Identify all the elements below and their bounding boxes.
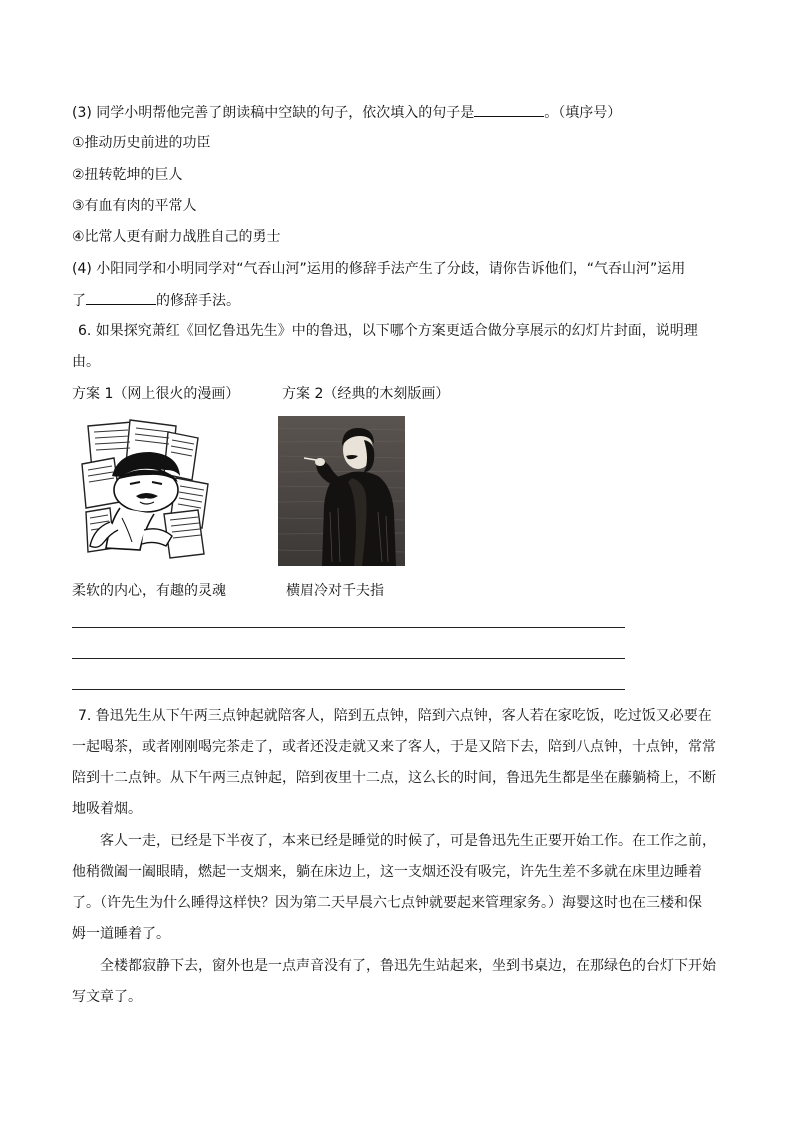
answer-line-2[interactable] <box>72 658 625 659</box>
answer-line-3[interactable] <box>72 689 625 690</box>
q3-option-1: ①推动历史前进的功臣 <box>72 135 211 151</box>
woodcut-illustration <box>278 416 405 566</box>
plan-1-caption: 柔软的内心，有趣的灵魂 <box>72 583 226 599</box>
plan-2-caption: 横眉冷对千夫指 <box>286 583 384 599</box>
q3-suffix: 。（填序号） <box>544 105 622 121</box>
q3-stem <box>72 102 621 123</box>
q7-p3-line-2: 写文章了。 <box>72 989 142 1005</box>
q3-option-2: ②扭转乾坤的巨人 <box>72 167 183 183</box>
q7-p2-line-3: 了。（许先生为什么睡得这样快？因为第二天早晨六七点钟就要起来管理家务。）海婴这时也在三楼和保 <box>72 895 702 911</box>
q6-line-1: 6. 如果探究萧红《回忆鲁迅先生》中的鲁迅，以下哪个方案更适合做分享展示的幻灯片封面，说明理 <box>78 323 698 339</box>
q3-prefix: (3) 同学小明帮他完善了朗读稿中空缺的句子，依次填入的句子是 <box>72 105 475 121</box>
q7-p2-line-1: 客人一走，已经是下半夜了，本来已经是睡觉的时候了，可是鲁迅先生正要开始工作。在工作之前， <box>100 833 716 849</box>
plan-1-label: 方案 1（网上很火的漫画） <box>72 386 240 402</box>
q3-answer-blank[interactable] <box>474 102 544 117</box>
q4-suffix: 的修辞手法。 <box>156 293 240 309</box>
plan-1-cartoon-image <box>80 418 215 566</box>
q7-p2-line-4: 姆一道睡着了。 <box>72 926 170 942</box>
q4-line-2 <box>72 290 240 311</box>
q4-prefix: 了 <box>72 293 86 309</box>
q7-p2-line-2: 他稍微阖一阖眼睛，燃起一支烟来，躺在床边上，这一支烟还没有吸完，许先生差不多就在床里边睡着 <box>72 864 702 880</box>
q7-p3-line-1: 全楼都寂静下去，窗外也是一点声音没有了，鲁迅先生站起来，坐到书桌边，在那绿色的台灯下开始 <box>100 958 716 974</box>
q3-option-4: ④比常人更有耐力战胜自己的勇士 <box>72 229 281 245</box>
q3-option-3: ③有血有肉的平常人 <box>72 198 197 214</box>
q7-p1-line-1: 7. 鲁迅先生从下午两三点钟起就陪客人，陪到五点钟，陪到六点钟，客人若在家吃饭，吃过饭又必要在 <box>78 708 712 724</box>
q7-p1-line-3: 陪到十二点钟。从下午两三点钟起，陪到夜里十二点，这么长的时间，鲁迅先生都是坐在藤躺椅上，不断 <box>72 770 716 786</box>
cartoon-illustration <box>80 418 215 566</box>
q7-p1-line-2: 一起喝茶，或者刚刚喝完茶走了，或者还没走就又来了客人，于是又陪下去，陪到八点钟，十点钟，常常 <box>72 739 716 755</box>
q4-answer-blank[interactable] <box>86 290 156 305</box>
q4-line-1: (4) 小阳同学和小明同学对“气吞山河”运用的修辞手法产生了分歧，请你告诉他们，“气吞山河”运用 <box>72 261 686 277</box>
plan-2-woodcut-image <box>278 416 405 566</box>
plan-2-label: 方案 2（经典的木刻版画） <box>282 386 450 402</box>
answer-line-1[interactable] <box>72 627 625 628</box>
q6-line-2: 由。 <box>72 354 100 370</box>
q7-p1-line-4: 地吸着烟。 <box>72 801 142 817</box>
